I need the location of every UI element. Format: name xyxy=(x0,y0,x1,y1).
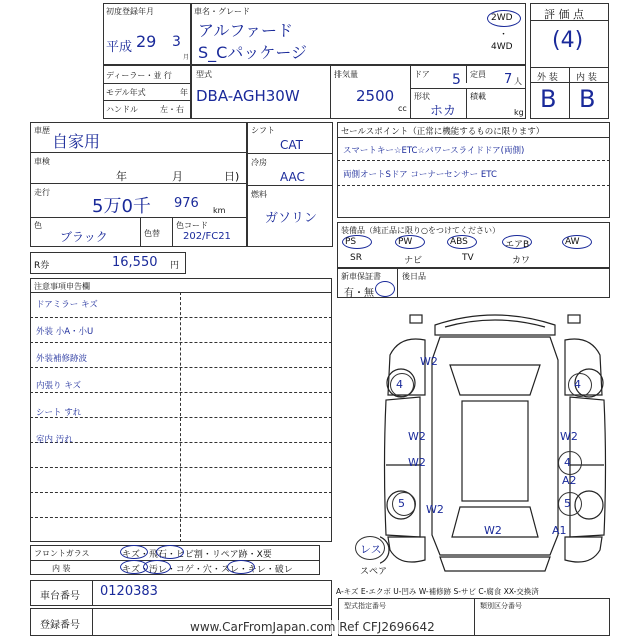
color-label: 色 xyxy=(34,221,42,230)
damage-mark: 4 xyxy=(564,456,571,469)
use-value: 自家用 xyxy=(52,132,101,151)
drive-2wd: 2WD xyxy=(491,13,513,23)
shape-value: ホカ xyxy=(430,104,457,119)
damage-mark: 4 xyxy=(396,378,403,391)
scores-label: 評 価 点 xyxy=(544,8,584,21)
damage-mark: A1 xyxy=(552,524,567,537)
rear-item-label: 後日品 xyxy=(402,272,426,281)
recycle-label: R券 xyxy=(34,261,50,271)
equipment-item: PS xyxy=(345,237,357,247)
color-value: ブラック xyxy=(60,230,108,244)
capacity-label: 定員 xyxy=(470,70,486,79)
fuel-value: ガソリン xyxy=(265,211,318,226)
model-type-label: 型式指定番号 xyxy=(344,602,386,610)
model-year-label: モデル年式 xyxy=(106,88,146,97)
note-line: ドアミラー キズ xyxy=(36,300,98,310)
handle-label: ハンドル xyxy=(106,105,138,114)
selling-point-1: スマートキー☆ETC☆パワースライドドア(両側) xyxy=(343,146,525,156)
note-line: 室内 汚れ xyxy=(36,435,73,445)
inspection-label: 車検 xyxy=(34,157,50,166)
equipment-label: 装備品（純正品に限り○をつけてください） xyxy=(341,226,500,235)
dealer-label: ディーラー・並 行 xyxy=(106,71,172,80)
handle-value: 左・右 xyxy=(160,105,184,114)
ac-label: 冷房 xyxy=(251,158,267,167)
ac-value: AAC xyxy=(280,170,305,184)
mileage-value: 5万0千 xyxy=(92,196,151,217)
displacement-label: 排気量 xyxy=(334,70,358,79)
equipment-item: ABS xyxy=(450,237,468,247)
watermark: www.CarFromJapan.com Ref CFJ2696642 xyxy=(190,620,435,634)
equipment-item: カワ xyxy=(512,256,531,266)
month-unit: 月 xyxy=(183,54,190,61)
recycle-value: 16,550 xyxy=(112,255,158,270)
damage-mark: W2 xyxy=(484,524,502,537)
selling-points-label: セールスポイント（正常に機能するものに限ります） xyxy=(341,127,545,137)
year-value: 29 xyxy=(136,32,157,51)
spare-caption: スペア xyxy=(360,567,388,577)
damage-mark: 4 xyxy=(574,378,581,391)
damage-mark: W2 xyxy=(408,430,426,443)
interior-label: 内 装 xyxy=(576,73,597,83)
equipment-item: SR xyxy=(350,253,362,263)
displacement-value: 2500 xyxy=(356,87,395,105)
note-line: シート すれ xyxy=(36,408,82,418)
capacity-unit: 人 xyxy=(514,77,522,86)
inspection-year-unit: 年 xyxy=(116,170,127,183)
warranty-label: 新車保証書 xyxy=(341,272,381,281)
fuel-label: 燃料 xyxy=(251,190,267,199)
month-value: 3 xyxy=(172,34,181,50)
recycle-unit: 円 xyxy=(170,261,180,271)
overall-score: (4) xyxy=(552,28,584,53)
equipment-item: PW xyxy=(398,237,413,247)
damage-mark: W2 xyxy=(426,503,444,516)
door-label: ドア xyxy=(414,70,430,79)
mileage-unit: km xyxy=(213,206,226,215)
notes-label: 注意事項申告欄 xyxy=(34,282,90,291)
equipment-item: AW xyxy=(565,237,580,247)
interior-score: B xyxy=(579,85,596,113)
spare-label: レス xyxy=(360,543,382,556)
era-value: 平成 xyxy=(106,40,133,55)
windshield-value: キズ・飛石・ヒビ割・リペア跡・X要 xyxy=(122,550,272,560)
first-reg-label: 初度登録年月 xyxy=(106,7,154,16)
damage-mark: W2 xyxy=(560,430,578,443)
category-label: 類別区分番号 xyxy=(480,602,522,610)
damage-legend: A-キズ E-エクボ U-凹み W-補修跡 S-サビ C-腐食 XX-交換済 xyxy=(336,587,539,596)
inspection-month-unit: 月 xyxy=(172,170,183,183)
door-value: 5 xyxy=(452,72,461,88)
spare-circle xyxy=(355,536,385,560)
use-label: 車歴 xyxy=(34,126,50,135)
drive-4wd: 4WD xyxy=(491,42,513,52)
color-change-label: 色替 xyxy=(144,229,160,238)
color-code-value: 202/FC21 xyxy=(183,231,231,242)
type-label: 型式 xyxy=(196,70,212,79)
exterior-label: 外 装 xyxy=(537,73,558,83)
mileage-extra: 976 xyxy=(174,196,199,211)
weight-label: 積載 xyxy=(470,92,486,101)
chassis-label: 車台番号 xyxy=(40,591,80,602)
car-name-value: アルファード xyxy=(198,21,294,40)
equipment-item: ナビ xyxy=(404,256,423,266)
shape-label: 形状 xyxy=(414,92,430,101)
grade-value: S_Cパッケージ xyxy=(198,43,308,62)
drive-sep: ・ xyxy=(499,30,509,40)
color-code-label: 色コード xyxy=(176,221,208,230)
note-line: 外装 小A・小U xyxy=(36,327,94,337)
equipment-item: TV xyxy=(462,253,474,263)
damage-mark: W2 xyxy=(420,355,438,368)
displacement-unit: cc xyxy=(398,104,407,113)
weight-unit: kg xyxy=(514,108,524,117)
type-value: DBA-AGH30W xyxy=(196,87,300,105)
note-line: 内張り キズ xyxy=(36,381,82,391)
exterior-score: B xyxy=(540,85,557,113)
damage-mark: 5 xyxy=(564,497,571,510)
damage-mark: A2 xyxy=(562,474,577,487)
interior-row-label: 内 装 xyxy=(52,564,71,573)
shift-value: CAT xyxy=(280,138,303,152)
selling-point-2: 両側オートSドア コーナーセンサー ETC xyxy=(343,170,497,180)
mileage-label: 走行 xyxy=(34,188,50,197)
note-line: 外装補修跡波 xyxy=(36,354,88,364)
capacity-value: 7 xyxy=(504,72,513,87)
shift-label: シフト xyxy=(251,126,275,135)
equipment-item: エアB xyxy=(505,240,530,250)
model-year-unit: 年 xyxy=(180,88,188,97)
warranty-none-circle xyxy=(375,281,395,297)
chassis-value: 0120383 xyxy=(100,584,158,599)
damage-mark: 5 xyxy=(398,497,405,510)
interior-row-value: キズ・汚レ・コゲ・穴・スレ・キレ・破レ xyxy=(122,565,293,575)
registration-label: 登録番号 xyxy=(40,620,80,631)
car-name-label: 車名・グレード xyxy=(194,7,250,16)
warranty-value: 有・無 xyxy=(344,288,374,299)
inspection-day-unit: 日) xyxy=(224,170,240,183)
windshield-label: フロントガラス xyxy=(34,549,90,558)
damage-mark: W2 xyxy=(408,456,426,469)
recycle-box xyxy=(30,252,186,274)
